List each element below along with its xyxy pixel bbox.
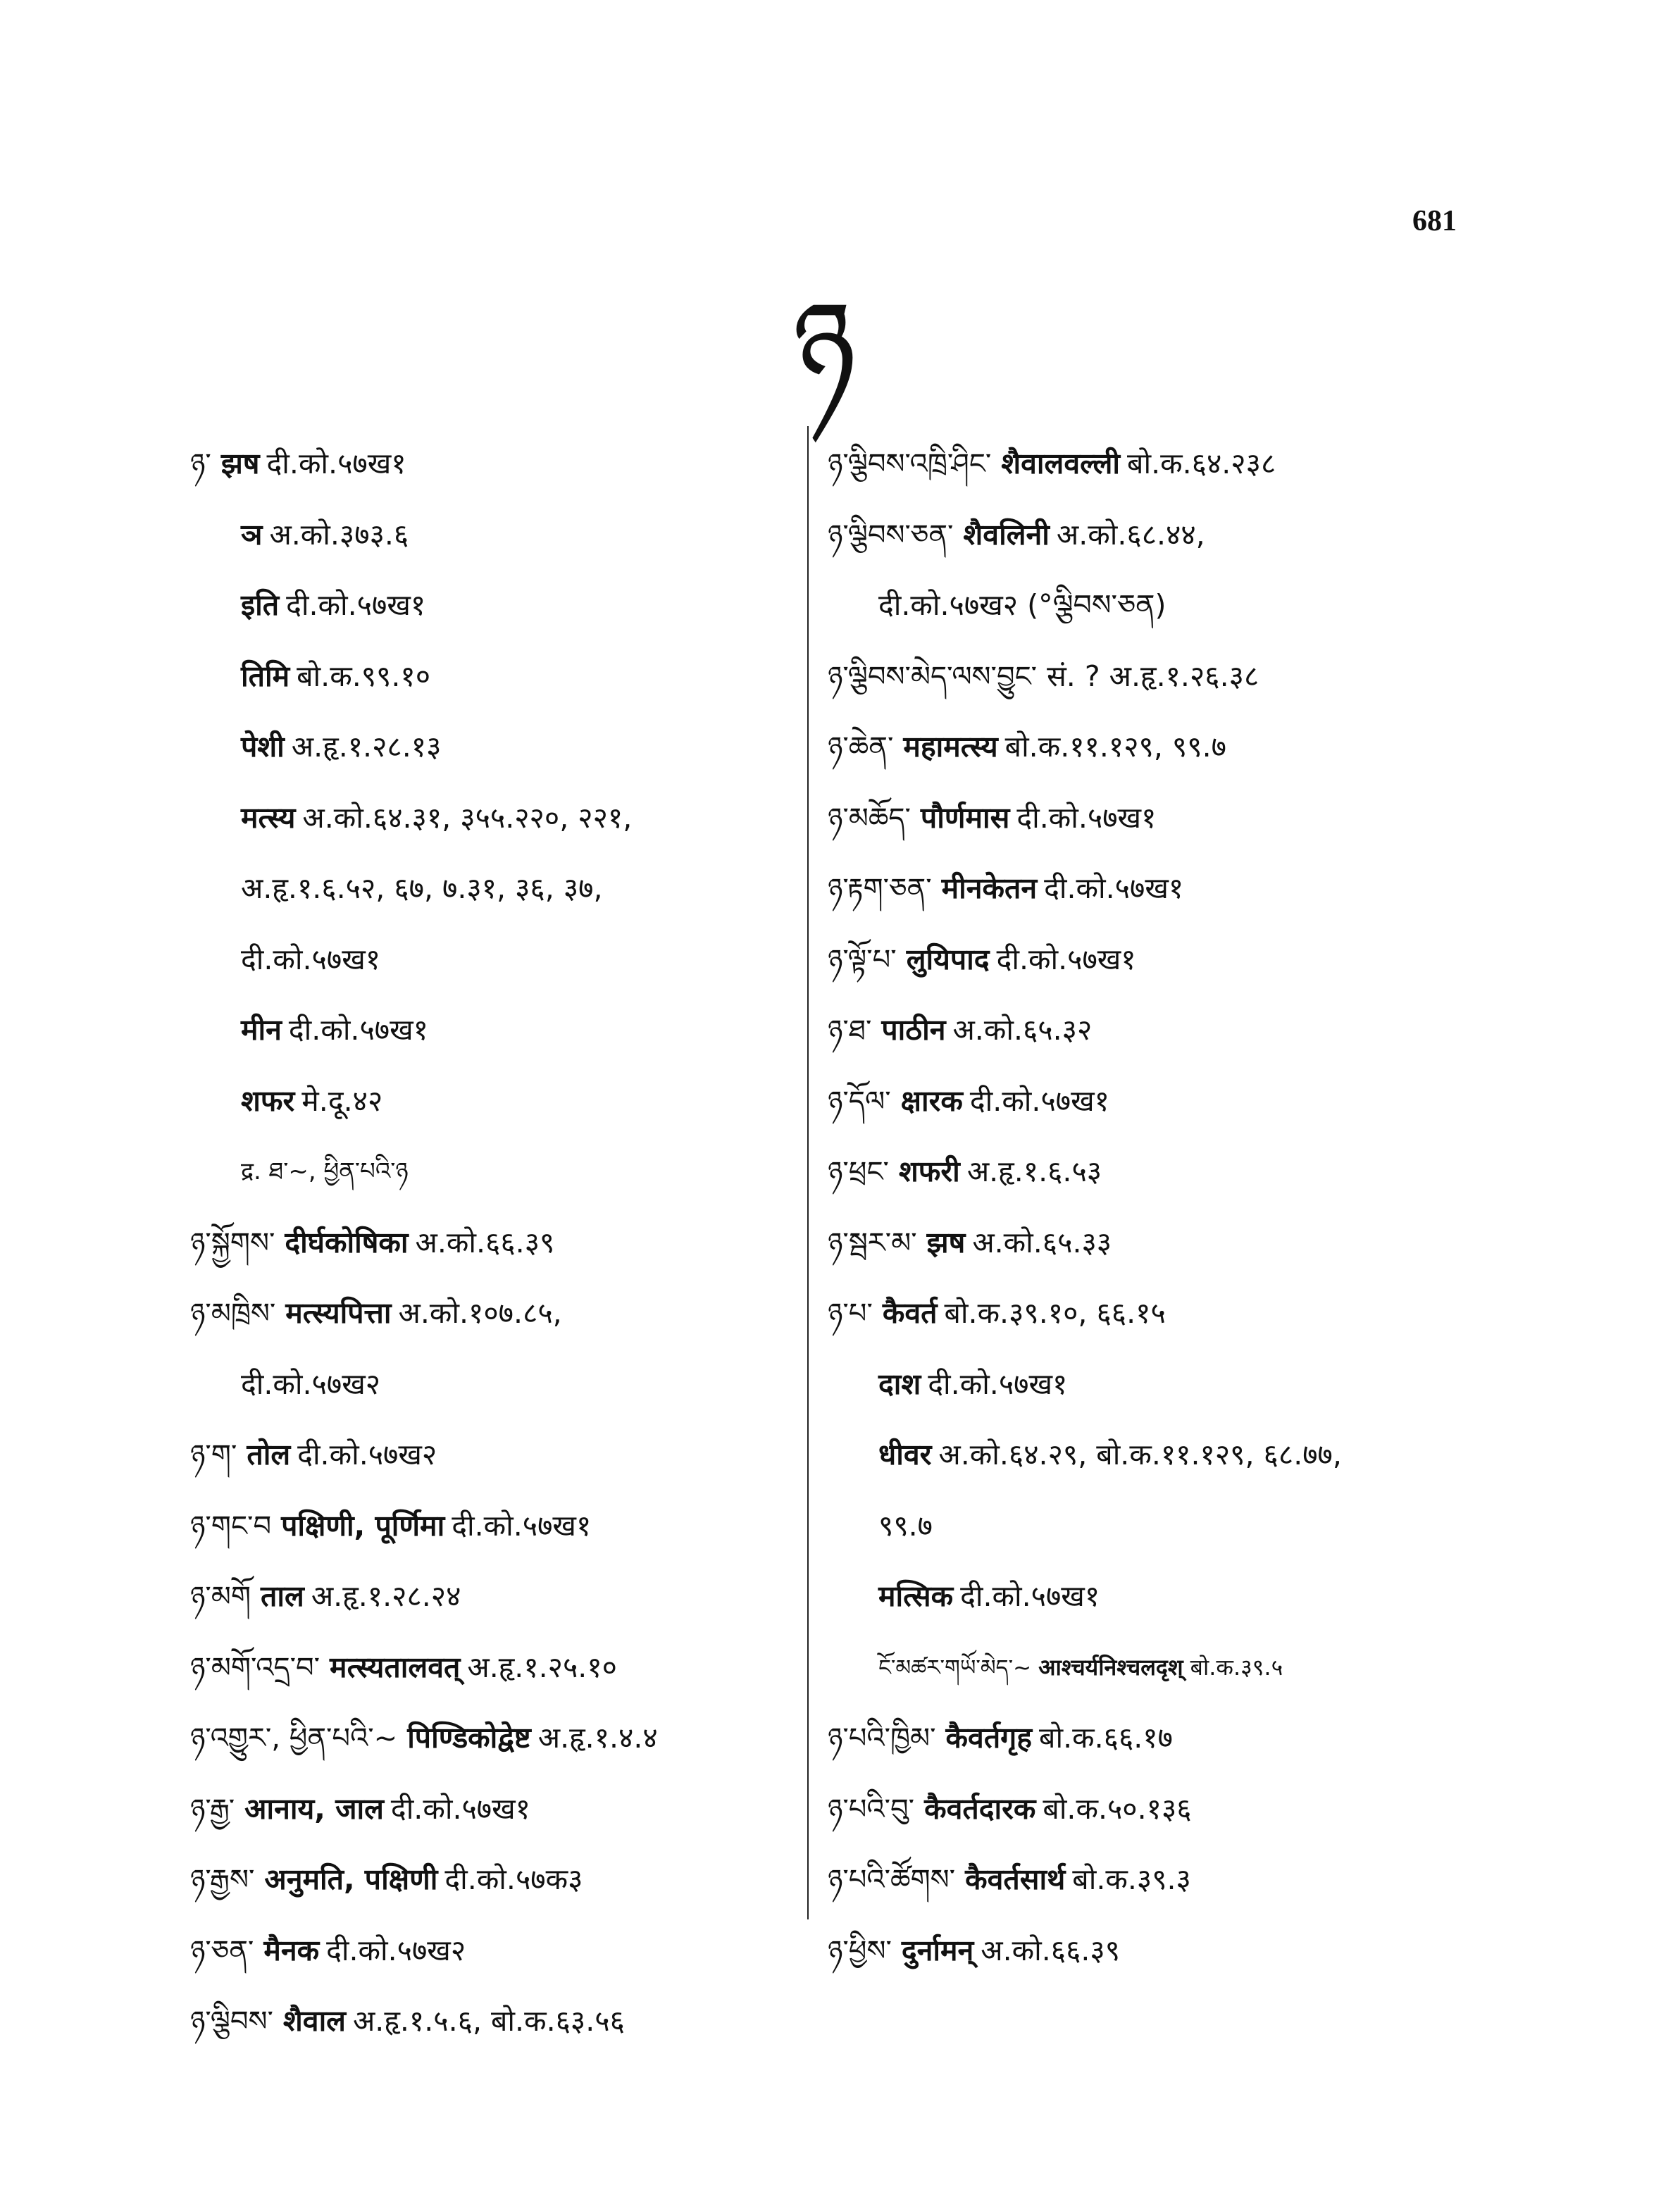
sanskrit-equivalent: इति — [241, 588, 280, 622]
tibetan-headword: ཉ་ལྕིབས་འཁྲི་ཤིང་ — [828, 448, 992, 480]
source-reference: अ.को.६८.४४, — [1056, 517, 1205, 552]
sanskrit-equivalent: अनुमति, पक्षिणी — [264, 1862, 438, 1896]
dictionary-entry — [828, 1632, 1462, 1703]
sanskrit-equivalent: धीवर — [878, 1438, 932, 1471]
sanskrit-equivalent: लुयिपाद — [906, 942, 990, 976]
sanskrit-equivalent: क्षारक — [900, 1083, 963, 1118]
source-reference: दी.को.५७ख१ — [996, 942, 1136, 976]
dictionary-entry — [190, 1349, 796, 1420]
sanskrit-equivalent: महामत्स्य — [903, 730, 998, 764]
tibetan-headword: ཉ་ཕྱིས་ — [828, 1934, 892, 1967]
sanskrit-equivalent: पेशी — [241, 730, 285, 764]
dictionary-entry — [190, 1561, 796, 1632]
source-reference: बो.क.९९.१० — [297, 659, 431, 693]
dictionary-entry — [828, 1844, 1462, 1915]
tibetan-headword: ཉ་མཁྲིས་ — [190, 1297, 276, 1330]
dictionary-entry — [190, 1136, 796, 1207]
source-reference: अ.को.६५.३३ — [972, 1225, 1112, 1259]
source-reference: दी.को.५७ख२ — [297, 1438, 437, 1471]
source-reference: ९९.७ — [878, 1508, 933, 1543]
source-reference: अ.को.६६.३९ — [415, 1225, 555, 1259]
source-reference: बो.क.५०.१३६ — [1043, 1791, 1192, 1826]
sanskrit-equivalent: पक्षिणी, पूर्णिमा — [281, 1508, 445, 1543]
sanskrit-equivalent: तिमि — [241, 659, 290, 693]
section-letter: ཉ — [792, 275, 857, 415]
source-reference: सं. ? अ.हृ.१.२६.३८ — [1047, 659, 1259, 693]
tibetan-headword: ཉ་མགོ་འདྲ་བ་ — [190, 1651, 321, 1684]
tibetan-headword: ངོ་མཚར་གཡོ་མེད་~ — [878, 1655, 1032, 1681]
dictionary-entry — [828, 924, 1462, 995]
tibetan-headword: ཉ་པའི་ཁྱིམ་ — [828, 1722, 936, 1755]
dictionary-entry — [190, 1419, 796, 1490]
dictionary-entry — [190, 995, 796, 1066]
tibetan-headword: ཉ་མཆོད་ — [828, 802, 911, 835]
source-reference: मे.दू.४२ — [301, 1083, 383, 1118]
tibetan-headword: ཉ་པའི་ཚོགས་ — [828, 1864, 956, 1896]
tibetan-headword: ཉ་ལྕིབས་མེད་ལས་བྱུང་ — [828, 660, 1038, 693]
sanskrit-equivalent: शफरी — [898, 1154, 960, 1188]
source-reference: अ.को.१०७.८५, — [398, 1296, 562, 1330]
source-reference: बो.क.६४.२३८ — [1127, 447, 1276, 480]
tibetan-headword: ཉ་འགྱུར་, ཕྱིན་པའི་~ — [190, 1722, 398, 1755]
source-reference: अ.हृ.१.२८.२४ — [311, 1579, 461, 1613]
sanskrit-equivalent: मत्स्यपित्ता — [285, 1296, 392, 1330]
sanskrit-equivalent: कैवर्त — [882, 1296, 938, 1330]
tibetan-headword: ཉ་རྟག་ཅན་ — [828, 873, 932, 905]
tibetan-headword: ཉ་རྒྱས་ — [190, 1864, 255, 1896]
dictionary-entry — [190, 1986, 796, 2057]
tibetan-headword: ཉ་ཅན་ — [190, 1934, 254, 1967]
tibetan-headword: ཉ་སྐྱོགས་ — [190, 1226, 275, 1259]
tibetan-headword: ཉ་ — [190, 448, 211, 480]
source-reference: बो.क.३९.३ — [1072, 1862, 1191, 1896]
dictionary-entry — [190, 1207, 796, 1278]
tibetan-headword: ཉ་གང་བ — [190, 1509, 272, 1543]
sanskrit-equivalent: मत्स्य — [241, 800, 296, 835]
source-reference: बो.क.६६.१७ — [1039, 1721, 1173, 1755]
source-reference: दी.को.५७ख१ — [1016, 800, 1157, 835]
source-reference: अ.हृ.१.२८.१३ — [291, 730, 442, 764]
sanskrit-equivalent: शैवालवल्ली — [1001, 447, 1121, 480]
sanskrit-equivalent: शैवाल — [282, 2004, 346, 2038]
tibetan-headword: ཉ་ཐ་ — [828, 1014, 872, 1047]
tibetan-headword: ཉ་པའི་བུ་ — [828, 1793, 915, 1826]
dictionary-entry — [828, 1774, 1462, 1845]
sanskrit-equivalent: आश्चर्यनिश्चलदृश् — [1038, 1653, 1183, 1681]
dictionary-entry — [828, 1490, 1462, 1562]
dictionary-entry — [190, 1278, 796, 1349]
sanskrit-equivalent: झष — [926, 1225, 966, 1259]
dictionary-entry — [190, 1844, 796, 1915]
source-reference: अ.हृ.१.४.४ — [537, 1721, 658, 1755]
source-reference: दी.को.५७ख१ — [960, 1579, 1100, 1613]
dictionary-entry — [828, 1561, 1462, 1632]
dictionary-entry — [828, 1419, 1462, 1490]
dictionary-entry — [190, 1066, 796, 1137]
dictionary-entry — [828, 1207, 1462, 1278]
sanskrit-equivalent: मीन — [241, 1013, 282, 1047]
dictionary-entry — [828, 1349, 1462, 1420]
dictionary-entry — [828, 1066, 1462, 1137]
dictionary-entry — [828, 570, 1462, 641]
left-column — [190, 428, 796, 2057]
source-reference: दी.को.५७ख१ — [969, 1083, 1109, 1118]
source-reference: अ.को.६६.३९ — [981, 1933, 1121, 1967]
sanskrit-equivalent: कैवर्तसार्थ — [965, 1862, 1066, 1896]
tibetan-headword: ཉ་ཕྲང་ — [828, 1156, 889, 1188]
sanskrit-equivalent: मत्स्यतालवत् — [330, 1650, 461, 1684]
source-reference: दी.को.५७ख१ — [1044, 871, 1184, 905]
sanskrit-equivalent: ताल — [261, 1579, 304, 1613]
dictionary-entry — [190, 428, 796, 499]
sanskrit-equivalent: मत्सिक — [878, 1579, 954, 1613]
sanskrit-equivalent: कैवर्तगृह — [945, 1721, 1033, 1755]
dictionary-entry — [190, 499, 796, 571]
right-column — [828, 428, 1462, 1986]
dictionary-entry — [190, 711, 796, 783]
source-reference: अ.को.६४.३१, ३५५.२२०, २२१, — [302, 800, 633, 835]
sanskrit-equivalent: मीनकेतन — [941, 871, 1038, 905]
sanskrit-equivalent: दुर्नामन् — [901, 1933, 974, 1967]
dictionary-entry — [190, 1702, 796, 1774]
dictionary-entry — [190, 641, 796, 712]
source-reference: दी.को.५७ख१ — [241, 942, 381, 976]
source-reference: द्र. ཐ་~, ཕྱིན་པའི་ཉ — [241, 1157, 409, 1185]
sanskrit-equivalent: ञ — [241, 517, 263, 552]
source-reference: दी.को.५७ख२ — [241, 1366, 381, 1401]
source-reference: अ.हृ.१.५.६, बो.क.६३.५६ — [352, 2004, 625, 2038]
source-reference: अ.को.६४.२९, बो.क.११.१२९, ६८.७७, — [938, 1438, 1342, 1471]
dictionary-entry — [190, 1632, 796, 1703]
dictionary-entry — [190, 1490, 796, 1562]
source-reference: अ.हृ.१.२५.१० — [467, 1650, 617, 1684]
source-reference: दी.को.५७ख२ — [326, 1933, 466, 1967]
source-reference: अ.को.६५.३२ — [952, 1013, 1093, 1047]
dictionary-entry — [828, 711, 1462, 783]
tibetan-headword: ཉ་ལྟོ་པ་ — [828, 943, 897, 976]
sanskrit-equivalent: झष — [220, 447, 260, 480]
sanskrit-equivalent: पाठीन — [881, 1013, 946, 1047]
tibetan-headword: ཉ་སྦར་མ་ — [828, 1226, 917, 1259]
source-reference: दी.को.५७ख२ (°ལྕིབས་ཅན) — [878, 588, 1166, 622]
sanskrit-equivalent: शैवलिनी — [963, 517, 1050, 552]
sanskrit-equivalent: शफर — [241, 1083, 295, 1118]
dictionary-entry — [828, 499, 1462, 571]
source-reference: अ.हृ.१.६.५२, ६७, ७.३१, ३६, ३७, — [241, 871, 603, 905]
sanskrit-equivalent: आनाय, जाल — [244, 1791, 384, 1826]
source-reference: अ.हृ.१.६.५३ — [966, 1154, 1102, 1188]
source-reference: बो.क.३९.१०, ६६.१५ — [944, 1296, 1166, 1330]
source-reference: बो.क.३९.५ — [1190, 1653, 1283, 1681]
source-reference: दी.को.५७ख१ — [928, 1366, 1068, 1401]
sanskrit-equivalent: पिण्डिकोद्वेष्ट — [407, 1721, 531, 1755]
page-number: 681 — [1412, 205, 1457, 237]
source-reference: दी.को.५७ख१ — [452, 1508, 592, 1543]
column-divider — [807, 426, 809, 1919]
dictionary-entry — [828, 1702, 1462, 1774]
sanskrit-equivalent: तोल — [247, 1438, 291, 1471]
dictionary-entry — [828, 641, 1462, 712]
dictionary-entry — [190, 1915, 796, 1986]
dictionary-entry — [828, 853, 1462, 924]
tibetan-headword: ཉ་ལྕིབས་ — [190, 2005, 273, 2038]
dictionary-entry — [190, 783, 796, 854]
dictionary-entry — [190, 570, 796, 641]
dictionary-entry — [828, 1136, 1462, 1207]
source-reference: बो.क.११.१२९, ९९.७ — [1004, 730, 1226, 764]
dictionary-entry — [828, 995, 1462, 1066]
dictionary-entry — [190, 1774, 796, 1845]
tibetan-headword: ཉ་པ་ — [828, 1297, 873, 1330]
tibetan-headword: ཉ་མགོ — [190, 1581, 251, 1613]
source-reference: दी.को.५७ख१ — [288, 1013, 428, 1047]
sanskrit-equivalent: दाश — [878, 1366, 921, 1401]
source-reference: दी.को.५७क३ — [444, 1862, 583, 1896]
source-reference: दी.को.५७ख१ — [390, 1791, 530, 1826]
tibetan-headword: ཉ་ག་ — [190, 1439, 237, 1471]
source-reference: दी.को.५७ख१ — [266, 447, 406, 480]
sanskrit-equivalent: कैवर्तदारक — [924, 1791, 1036, 1826]
tibetan-headword: ཉ་རྒྱ་ — [190, 1793, 235, 1826]
dictionary-entry — [190, 853, 796, 924]
sanskrit-equivalent: मैनक — [263, 1933, 320, 1967]
dictionary-entry — [828, 428, 1462, 499]
dictionary-entry — [190, 924, 796, 995]
tibetan-headword: ཉ་ཆེན་ — [828, 731, 894, 764]
tibetan-headword: ཉ་དོལ་ — [828, 1085, 891, 1118]
dictionary-entry — [828, 1278, 1462, 1349]
source-reference: अ.को.३७३.६ — [269, 517, 409, 552]
source-reference: दी.को.५७ख१ — [286, 588, 426, 622]
tibetan-headword: ཉ་ལྕིབས་ཅན་ — [828, 518, 954, 552]
dictionary-entry — [828, 783, 1462, 854]
sanskrit-equivalent: दीर्घकोषिका — [285, 1225, 409, 1259]
sanskrit-equivalent: पौर्णमास — [920, 800, 1010, 835]
dictionary-entry — [828, 1915, 1462, 1986]
